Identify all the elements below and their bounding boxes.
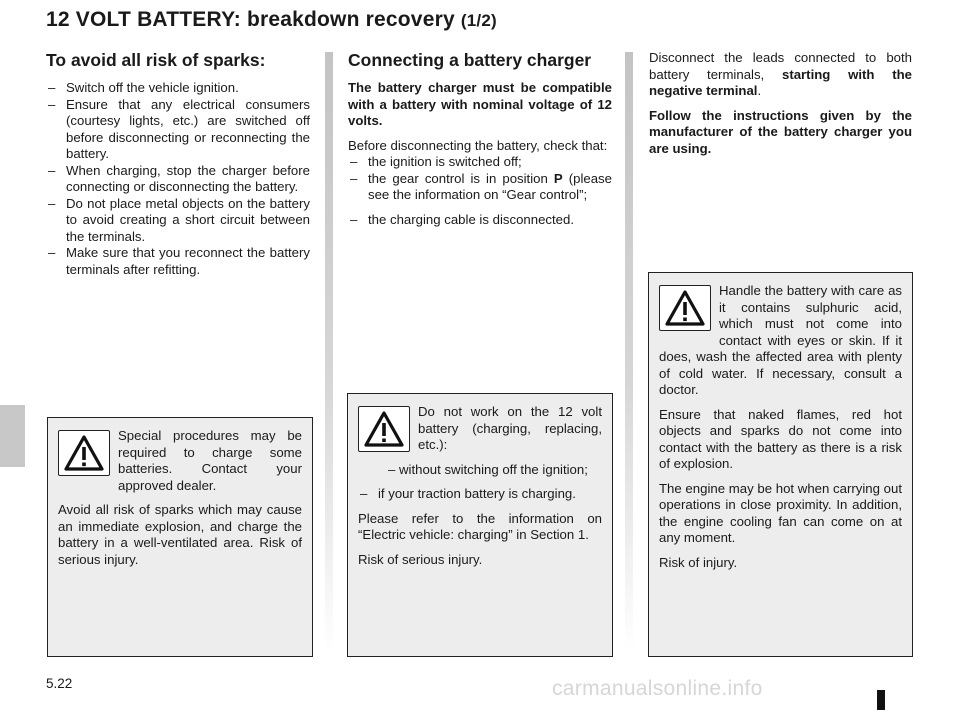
instructions-text: Follow the instructions given by the manufacturer of the battery charger you are using. [649, 107, 912, 156]
warning-triangle-icon [659, 285, 711, 331]
disconnect-text [649, 50, 912, 100]
warning-box [47, 417, 313, 657]
warning-text: Handle the battery with care as it contains sulphuric acid, which must not come into contact with eyes or skin. If it does, wash the affected area with plenty of cold water. If necessary, consult a doctor. [659, 283, 902, 397]
warning-text: Avoid all risk of sparks which may cause an immediate explosion, and charge the battery in a well-ventilated area. Risk of serious injury. [58, 502, 302, 567]
list-item: – When charging, stop the charger before connecting or disconnecting the battery. [46, 163, 310, 196]
list-item: – the ignition is switched off; [348, 154, 612, 171]
column-divider [325, 52, 333, 652]
charger-heading: Connecting a battery charger [348, 50, 592, 70]
disconnect-start: Disconnect the leads connected to both battery terminals, [649, 50, 912, 82]
list-item: – the charging cable is disconnected. [348, 212, 612, 229]
title-part: (1/2) [460, 11, 497, 30]
warning-list [358, 486, 602, 503]
warning-triangle-icon [358, 406, 410, 452]
gear-note: (please see the information on “Gear control”; [368, 170, 612, 202]
column-1 [46, 50, 310, 286]
column-divider [625, 52, 633, 652]
list-item: – Make sure that you reconnect the battery terminals after refitting. [46, 245, 310, 278]
column-2 [348, 50, 612, 236]
warning-triangle-icon [58, 430, 110, 476]
page-number: 5.22 [46, 676, 73, 691]
sparks-heading: To avoid all risk of sparks: [46, 50, 266, 70]
list-item: – Switch off the vehicle ignition. [46, 80, 310, 97]
list-item: – if your traction battery is charging. [358, 486, 602, 503]
check-intro: Before disconnecting the battery, check that: [348, 137, 608, 153]
list-item: – Ensure that any electrical consumers (courtesy lights, etc.) are switched off before disconnecting or reconnecting the battery. [46, 97, 310, 163]
sparks-list [46, 80, 310, 278]
gear-item-text: the gear control is in position [368, 170, 548, 186]
page-title [46, 8, 497, 32]
list-item: – Do not place metal objects on the battery to avoid creating a short circuit between the terminals. [46, 196, 310, 246]
continue-marker [877, 690, 885, 710]
warning-text: Risk of injury. [659, 554, 738, 570]
watermark: carmanualsonline.info [552, 677, 763, 700]
column-3 [649, 50, 912, 165]
warning-box [648, 272, 913, 657]
charger-lead: The battery charger must be compatible with a battery with nominal voltage of 12 volts. [348, 80, 612, 128]
section-tab [0, 405, 25, 467]
disconnect-end: . [757, 83, 762, 98]
warning-box [347, 393, 613, 657]
warning-text: – without switching off the ignition; [388, 461, 588, 477]
warning-text: Special procedures may be required to charge some batteries. Contact your approved dealer. [118, 428, 302, 493]
check-list [348, 154, 612, 204]
warning-text: The engine may be hot when carrying out operations in close proximity. In addition, the engine cooling fan can come on at any moment. [659, 480, 902, 545]
warning-text: Risk of serious injury. [358, 551, 483, 567]
gear-position: P [553, 170, 563, 186]
warning-text: Ensure that naked flames, red hot objects and sparks do not come into contact with the battery as there is a risk of explosion. [659, 406, 902, 471]
warning-text: Please refer to the information on “Electric vehicle: charging” in Section 1. [358, 510, 602, 542]
title-text: 12 VOLT BATTERY: breakdown recovery [46, 8, 455, 31]
warning-text: Do not work on the 12 volt battery (charging, replacing, etc.): [418, 404, 602, 452]
list-item [348, 171, 612, 204]
disconnect-bold: starting with the negative terminal [649, 66, 912, 98]
cable-list [348, 212, 612, 229]
